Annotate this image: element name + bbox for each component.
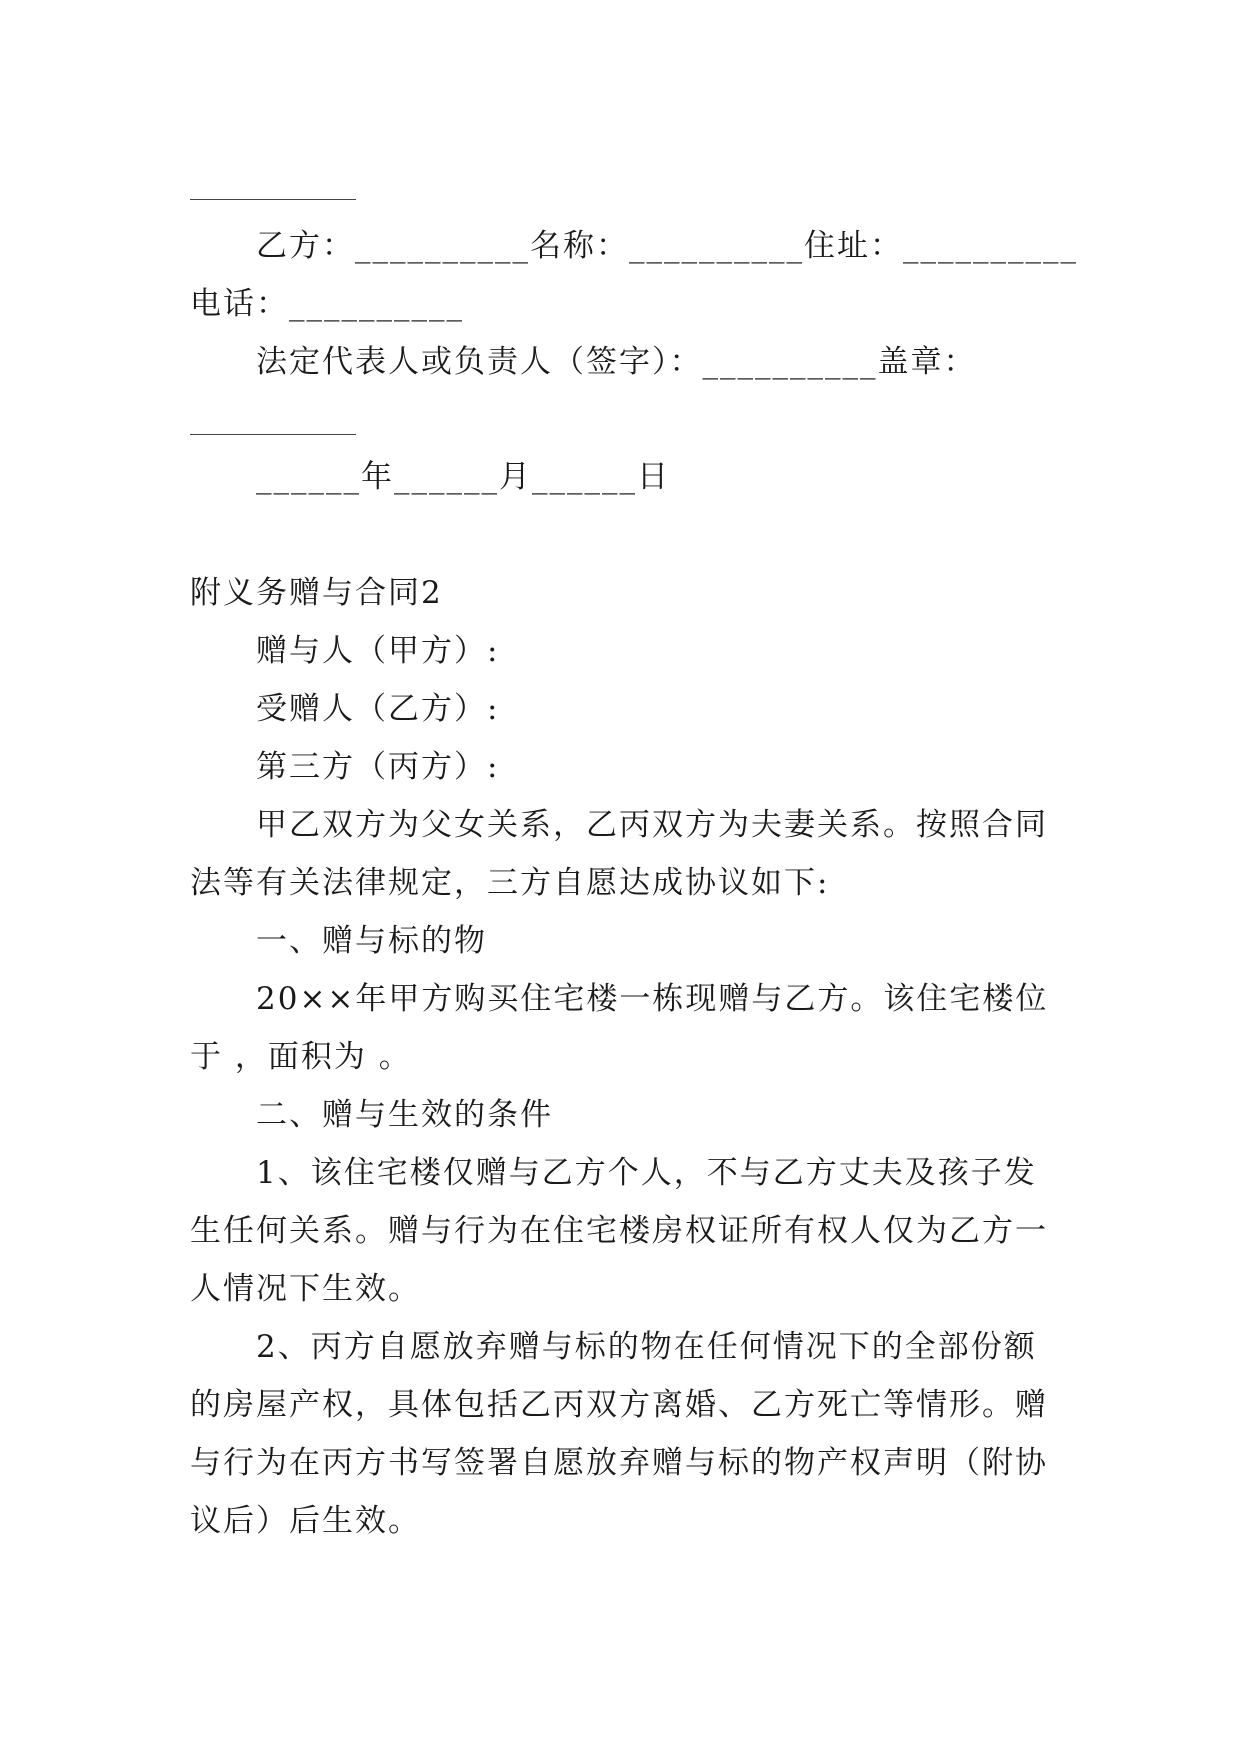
date-line: ______年______月______日 [256,459,670,495]
blank-line-top [190,199,356,200]
third-party-line: 第三方（丙方）: [256,749,500,785]
clause-1-line-1: 1、该住宅楼仅赠与乙方个人，不与乙方丈夫及孩子发 [256,1155,1037,1191]
paragraph-relations-1: 甲乙双方为父女关系，乙丙双方为夫妻关系。按照合同 [256,807,1048,843]
paragraph-object-1: 20××年甲方购买住宅楼一栋现赠与乙方。该住宅楼位 [256,981,1049,1017]
paragraph-object-2: 于 ，面积为 。 [190,1039,412,1075]
clause-2-line-4: 议后）后生效。 [190,1503,421,1539]
clause-2-line-3: 与行为在丙方书写签署自愿放弃赠与标的物产权声明（附协 [190,1445,1048,1481]
phone-line: 电话：__________ [190,286,464,322]
blank-line-mid [190,434,356,435]
clause-1-line-2: 生任何关系。赠与行为在住宅楼房权证所有权人仅为乙方一 [190,1213,1048,1249]
clause-1-line-3: 人情况下生效。 [190,1271,421,1307]
donor-line: 赠与人（甲方）: [256,633,500,669]
party-b-line: 乙方：__________名称：__________住址：__________ [256,228,1078,264]
paragraph-relations-2: 法等有关法律规定，三方自愿达成协议如下: [190,865,830,901]
donee-line: 受赠人（乙方）: [256,691,500,727]
contract-title: 附义务赠与合同2 [190,575,443,611]
section-heading-2: 二、赠与生效的条件 [256,1097,553,1133]
section-heading-1: 一、赠与标的物 [256,923,487,959]
legal-rep-line: 法定代表人或负责人（签字）：__________盖章： [256,344,977,380]
clause-2-line-2: 的房屋产权，具体包括乙丙双方离婚、乙方死亡等情形。赠 [190,1387,1048,1423]
clause-2-line-1: 2、丙方自愿放弃赠与标的物在任何情况下的全部份额 [256,1329,1037,1365]
